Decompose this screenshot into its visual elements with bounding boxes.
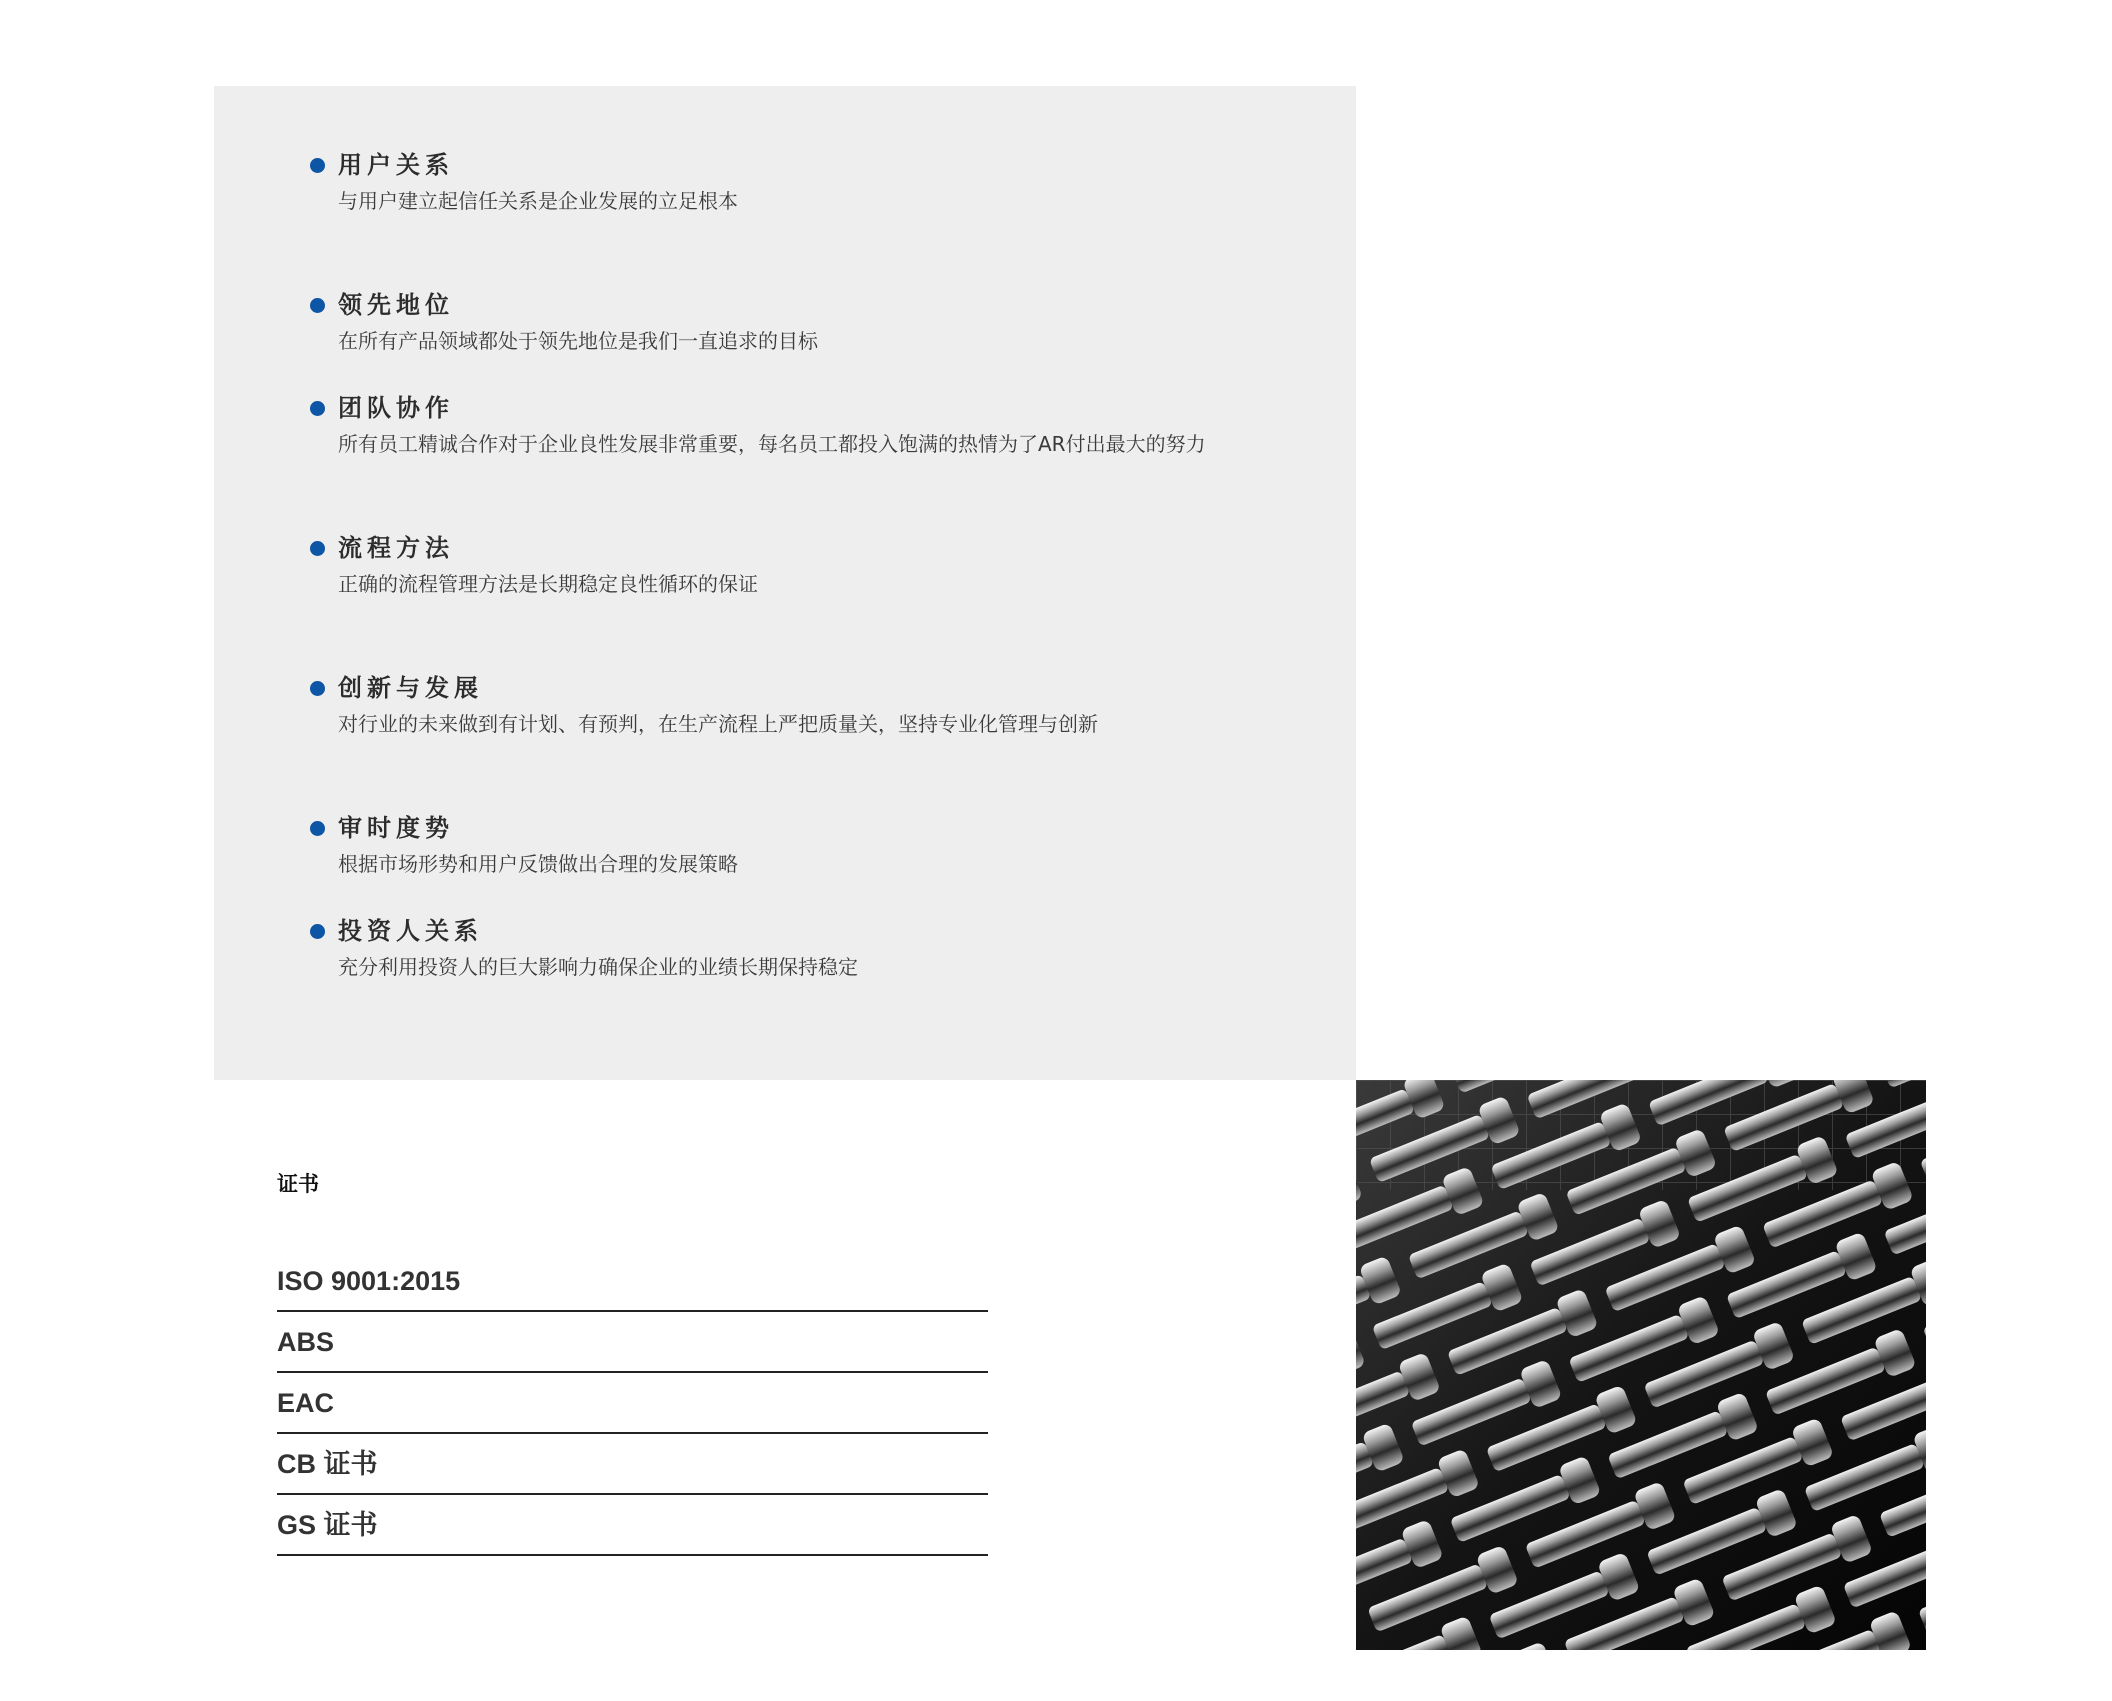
certificate-item: GS 证书 <box>277 1497 988 1556</box>
value-item-leading-position <box>310 288 1310 356</box>
factory-photo <box>1356 1080 1926 1650</box>
bullet-icon <box>310 541 325 556</box>
certificates-heading: 证书 <box>277 1172 319 1196</box>
value-description: 根据市场形势和用户反馈做出合理的发展策略 <box>338 852 738 876</box>
value-title: 用户关系 <box>338 151 454 179</box>
value-title: 团队协作 <box>338 394 454 422</box>
value-description: 在所有产品领域都处于领先地位是我们一直追求的目标 <box>338 329 818 353</box>
value-item-market-judgement <box>310 811 1310 879</box>
value-title: 投资人关系 <box>338 917 483 945</box>
certificate-item: ISO 9001:2015 <box>277 1253 988 1312</box>
value-item-investor-relations <box>310 914 1310 982</box>
certificate-item: CB 证书 <box>277 1436 988 1495</box>
certificate-list <box>277 1253 988 1556</box>
value-item-process-methods <box>310 531 1310 599</box>
value-title: 流程方法 <box>338 534 454 562</box>
certificate-item: ABS <box>277 1314 988 1373</box>
value-title: 审时度势 <box>338 814 454 842</box>
bullet-icon <box>310 158 325 173</box>
value-description: 所有员工精诚合作对于企业良性发展非常重要，每名员工都投入饱满的热情为了AR付出最大的努力 <box>338 432 1206 456</box>
company-values-panel <box>214 86 1356 1080</box>
value-item-user-relations <box>310 148 1310 216</box>
value-description: 充分利用投资人的巨大影响力确保企业的业绩长期保持稳定 <box>338 955 858 979</box>
value-title: 创新与发展 <box>338 674 483 702</box>
value-item-innovation <box>310 671 1310 739</box>
value-title: 领先地位 <box>338 291 454 319</box>
bullet-icon <box>310 821 325 836</box>
bullet-icon <box>310 681 325 696</box>
value-description: 对行业的未来做到有计划、有预判，在生产流程上严把质量关，坚持专业化管理与创新 <box>338 712 1098 736</box>
machined-metal-shafts-icon <box>1356 1080 1926 1650</box>
bullet-icon <box>310 401 325 416</box>
value-description: 与用户建立起信任关系是企业发展的立足根本 <box>338 189 738 213</box>
certificate-item: EAC <box>277 1375 988 1434</box>
bullet-icon <box>310 298 325 313</box>
bullet-icon <box>310 924 325 939</box>
value-description: 正确的流程管理方法是长期稳定良性循环的保证 <box>338 572 758 596</box>
value-item-teamwork <box>310 391 1310 459</box>
